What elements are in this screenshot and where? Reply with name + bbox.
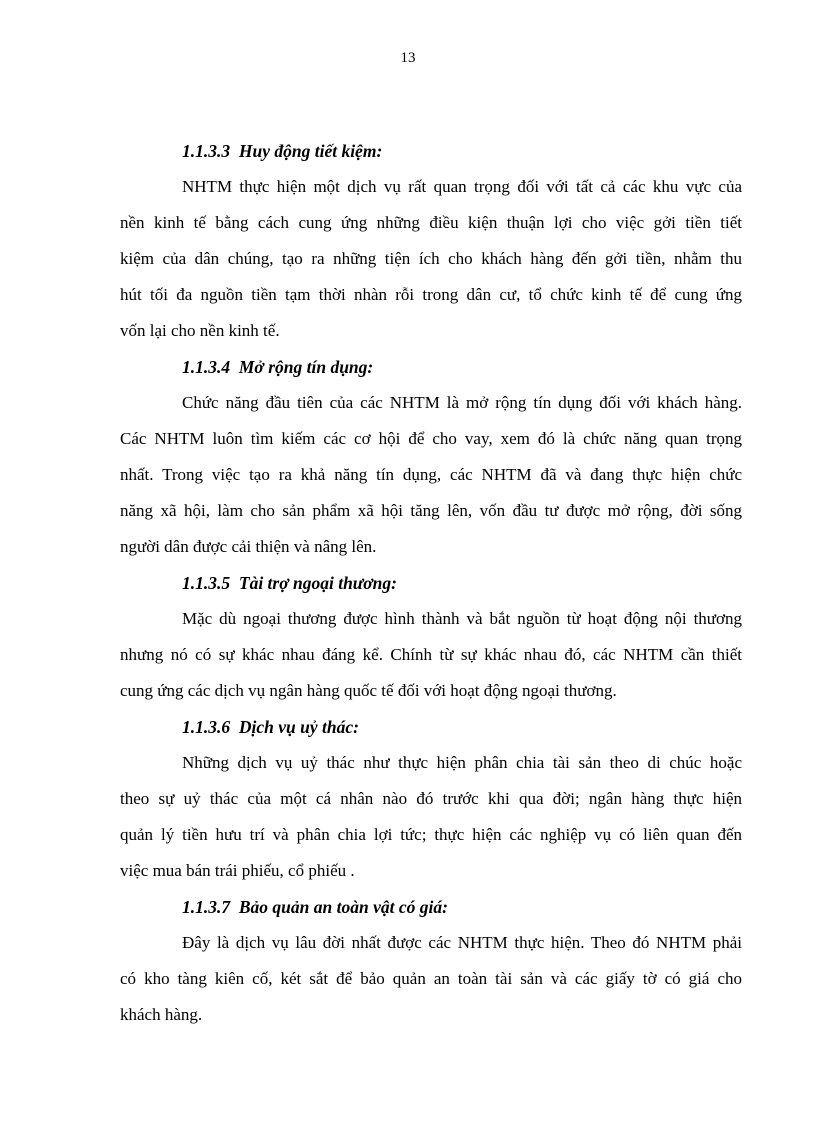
paragraph-line: cung ứng các dịch vụ ngân hàng quốc tế đối với hoạt động ngoại thương. xyxy=(120,681,617,700)
paragraph-line: hút tối đa nguồn tiền tạm thời nhàn rỗi trong dân cư, tổ chức kinh tế để cung ứng xyxy=(120,285,742,304)
paragraph-line: nền kinh tế bằng cách cung ứng những điều kiện thuận lợi cho việc gởi tiền tiết xyxy=(120,213,742,232)
section-tai-tro-ngoai-thuong xyxy=(120,565,742,709)
paragraph-line: Đây là dịch vụ lâu đời nhất được các NHTM thực hiện. Theo đó NHTM phải xyxy=(182,933,742,952)
paragraph-line: quản lý tiền hưu trí và phân chia lợi tức; thực hiện các nghiệp vụ có liên quan đến xyxy=(120,825,742,844)
section-paragraph xyxy=(120,169,742,349)
paragraph-line: Các NHTM luôn tìm kiếm các cơ hội để cho vay, xem đó là chức năng quan trọng xyxy=(120,429,742,448)
section-paragraph xyxy=(120,925,742,1033)
paragraph-line: vốn lại cho nền kinh tế. xyxy=(120,321,280,340)
paragraph-line: nhưng nó có sự khác nhau đáng kể. Chính từ sự khác nhau đó, các NHTM cần thiết xyxy=(120,645,742,664)
paragraph-line: Mặc dù ngoại thương được hình thành và bắt nguồn từ hoạt động nội thương xyxy=(182,609,742,628)
paragraph-line: người dân được cải thiện và nâng lên. xyxy=(120,537,377,556)
paragraph-line: nhất. Trong việc tạo ra khả năng tín dụng, các NHTM đã và đang thực hiện chức xyxy=(120,465,742,484)
section-bao-quan-an-toan xyxy=(120,889,742,1033)
section-heading: 1.1.3.7 Bảo quản an toàn vật có giá: xyxy=(182,897,448,917)
paragraph-line: việc mua bán trái phiếu, cổ phiếu . xyxy=(120,861,355,880)
section-huy-dong-tiet-kiem xyxy=(120,133,742,349)
paragraph-line: năng xã hội, làm cho sản phẩm xã hội tăng lên, vốn đầu tư được mở rộng, đời sống xyxy=(120,501,742,520)
paragraph-line: theo sự uỷ thác của một cá nhân nào đó trước khi qua đời; ngân hàng thực hiện xyxy=(120,789,742,808)
section-mo-rong-tin-dung xyxy=(120,349,742,565)
section-paragraph xyxy=(120,745,742,889)
paragraph-line: có kho tàng kiên cố, két sắt để bảo quản an toàn tài sản và các giấy tờ có giá cho xyxy=(120,969,742,988)
page-number: 13 xyxy=(400,50,416,66)
section-heading: 1.1.3.5 Tài trợ ngoại thương: xyxy=(182,573,397,593)
paragraph-line: khách hàng. xyxy=(120,1005,203,1024)
paragraph-line: kiệm của dân chúng, tạo ra những tiện ích cho khách hàng đến gởi tiền, nhằm thu xyxy=(120,249,742,268)
section-dich-vu-uy-thac xyxy=(120,709,742,889)
section-paragraph xyxy=(120,385,742,565)
section-heading: 1.1.3.4 Mở rộng tín dụng: xyxy=(182,357,374,377)
section-heading: 1.1.3.6 Dịch vụ uỷ thác: xyxy=(182,717,359,737)
section-paragraph xyxy=(120,601,742,709)
paragraph-line: NHTM thực hiện một dịch vụ rất quan trọng đối với tất cả các khu vực của xyxy=(182,177,742,196)
section-heading: 1.1.3.3 Huy động tiết kiệm: xyxy=(182,141,383,161)
document-body xyxy=(120,133,742,1033)
paragraph-line: Chức năng đầu tiên của các NHTM là mở rộng tín dụng đối với khách hàng. xyxy=(182,393,742,412)
paragraph-line: Những dịch vụ uỷ thác như thực hiện phân chia tài sản theo di chúc hoặc xyxy=(182,753,742,772)
